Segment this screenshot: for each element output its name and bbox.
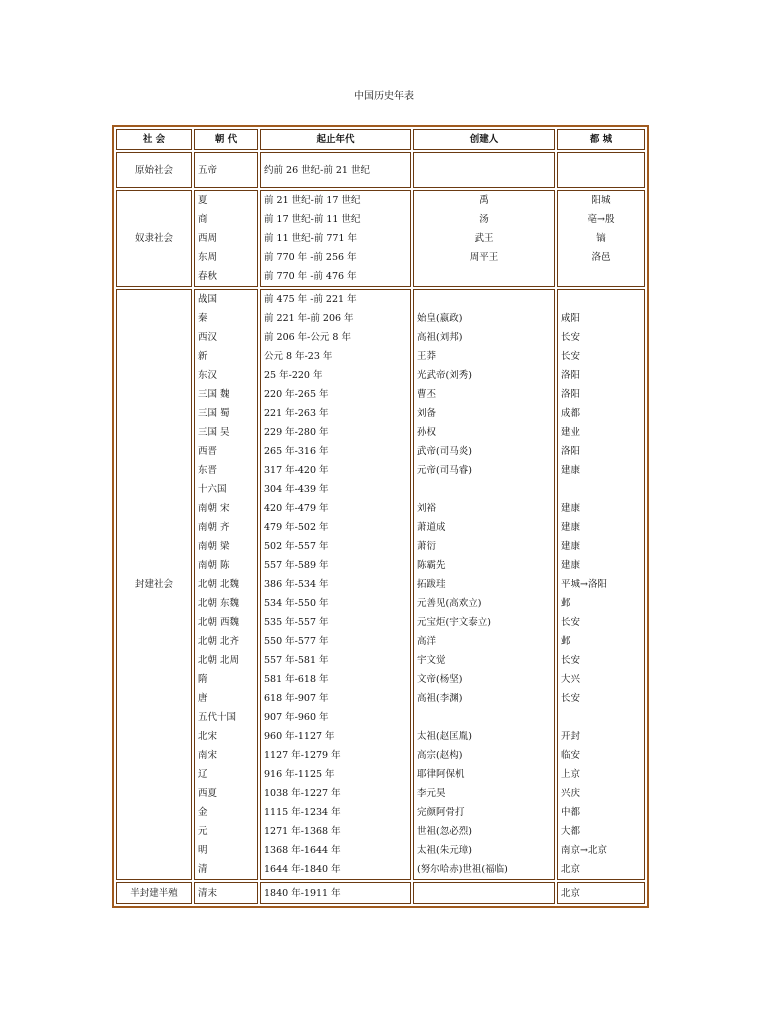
founder-text: 禹 [479, 195, 489, 206]
capital-text: 建康 [561, 560, 581, 571]
period-text: 550 年-577 年 [264, 636, 329, 647]
capital-text: 长安 [561, 617, 581, 628]
dynasty-text: 清末 [198, 887, 218, 899]
founder-text: 王莽 [417, 351, 437, 362]
capital-text: 中都 [561, 807, 581, 818]
capital-text: 上京 [561, 769, 581, 780]
founder-text: 李元昊 [417, 788, 446, 799]
founder-text: 萧衍 [417, 541, 437, 552]
period-text: 前 770 年 -前 256 年 [264, 252, 357, 263]
dynasty-text: 元 [198, 826, 208, 837]
founder-text: 太祖(朱元璋) [417, 845, 472, 856]
founder-text: 高宗(赵构) [417, 750, 463, 761]
capital-text: 长安 [561, 693, 581, 704]
capital-text [561, 290, 641, 309]
dynasty-text: 春秋 [198, 271, 218, 282]
period-text: 535 年-557 年 [264, 617, 329, 628]
founder-text: 高洋 [417, 636, 437, 647]
founder-text: 萧道成 [417, 522, 446, 533]
founder-text: 周平王 [469, 252, 499, 263]
capital-text: 平城→洛阳 [561, 579, 607, 590]
capital-text: 南京→北京 [561, 845, 607, 856]
founder-text: 孙权 [417, 427, 437, 438]
founder-text: 宇文觉 [417, 655, 446, 666]
founder-text: (努尔哈赤)世祖(福临) [417, 864, 508, 875]
period-text: 960 年-1127 年 [264, 731, 335, 742]
founder-text: 汤 [479, 214, 489, 225]
period-column-cell [260, 190, 411, 287]
period-text: 前 21 世纪-前 17 世纪 [264, 195, 361, 206]
founder-text: 耶律阿保机 [417, 769, 465, 780]
dynasty-text: 五帝 [198, 164, 218, 176]
period-text: 618 年-907 年 [264, 693, 329, 704]
period-text: 1038 年-1227 年 [264, 788, 341, 799]
society-group-row [116, 289, 645, 880]
founder-text: 文帝(杨坚) [417, 674, 463, 685]
period-text: 1644 年-1840 年 [264, 864, 341, 875]
capital-text: 建康 [561, 522, 581, 533]
capital-text: 邺 [561, 598, 571, 609]
dynasty-text: 三国 蜀 [198, 408, 230, 419]
dynasty-text: 东周 [198, 252, 218, 263]
dynasty-text: 秦 [198, 313, 208, 324]
capital-text [561, 480, 641, 499]
history-table [112, 125, 649, 908]
period-text: 前 770 年 -前 476 年 [264, 271, 357, 282]
period-text: 1115 年-1234 年 [264, 807, 341, 818]
dynasty-column-cell [194, 882, 258, 904]
period-text: 386 年-534 年 [264, 579, 329, 590]
capital-text: 兴庆 [561, 788, 581, 799]
capital-text: 洛阳 [561, 446, 581, 457]
period-text: 1840 年-1911 年 [264, 887, 341, 899]
dynasty-text: 南朝 齐 [198, 522, 230, 533]
document-title: 中国历史年表 [354, 91, 414, 102]
dynasty-text: 北朝 西魏 [198, 617, 240, 628]
founder-text: 曹丕 [417, 389, 437, 400]
society-cell: 半封建半殖 [116, 882, 192, 904]
dynasty-text: 南宋 [198, 750, 218, 761]
period-text: 221 年-263 年 [264, 408, 329, 419]
capital-text: 建康 [561, 503, 581, 514]
founder-text: 武帝(司马炎) [417, 446, 472, 457]
founder-text [417, 480, 551, 499]
period-text: 420 年-479 年 [264, 503, 329, 514]
dynasty-text: 南朝 宋 [198, 503, 230, 514]
period-text: 前 11 世纪-前 771 年 [264, 233, 358, 244]
society-group-row [116, 882, 645, 904]
period-column-cell [260, 289, 411, 880]
period-text: 479 年-502 年 [264, 522, 329, 533]
capital-text [561, 267, 641, 286]
founder-text [417, 708, 551, 727]
header-dynasty: 朝 代 [194, 129, 258, 150]
capital-text [561, 708, 641, 727]
capital-text: 大兴 [561, 674, 581, 685]
dynasty-text: 西晋 [198, 446, 218, 457]
capital-text: 北京 [561, 887, 581, 899]
period-text: 1271 年-1368 年 [264, 826, 341, 837]
dynasty-text: 北朝 北魏 [198, 579, 240, 590]
society-cell: 奴隶社会 [116, 190, 192, 287]
period-column-cell [260, 152, 411, 188]
period-text: 265 年-316 年 [264, 446, 329, 457]
period-text: 581 年-618 年 [264, 674, 329, 685]
capital-text: 咸阳 [561, 313, 581, 324]
dynasty-text: 北朝 东魏 [198, 598, 240, 609]
founder-text: 元善见(高欢立) [417, 598, 482, 609]
founder-text: 始皇(嬴政) [417, 313, 463, 324]
header-period: 起止年代 [260, 129, 411, 150]
founder-column-cell [413, 190, 555, 287]
dynasty-text: 西周 [198, 233, 218, 244]
dynasty-text: 东汉 [198, 370, 218, 381]
founder-text: 武王 [474, 233, 494, 244]
founder-text: 刘裕 [417, 503, 437, 514]
period-text: 公元 8 年-23 年 [264, 351, 333, 362]
capital-text: 亳→殷 [587, 214, 615, 225]
founder-text: 元宝炬(宇文泰立) [417, 617, 491, 628]
period-text: 907 年-960 年 [264, 712, 329, 723]
dynasty-text: 战国 [198, 294, 218, 305]
header-society: 社 会 [116, 129, 192, 150]
capital-column-cell [557, 190, 645, 287]
capital-text: 北京 [561, 864, 581, 875]
dynasty-text: 十六国 [198, 484, 227, 495]
dynasty-column-cell [194, 190, 258, 287]
society-cell: 原始社会 [116, 152, 192, 188]
period-text: 557 年-581 年 [264, 655, 329, 666]
dynasty-text: 南朝 梁 [198, 541, 230, 552]
header-founder: 创建人 [413, 129, 555, 150]
capital-text: 大都 [561, 826, 581, 837]
founder-text [417, 161, 551, 180]
period-text: 1127 年-1279 年 [264, 750, 341, 761]
founder-text: 完颜阿骨打 [417, 807, 465, 818]
founder-column-cell [413, 289, 555, 880]
capital-text: 长安 [561, 351, 581, 362]
period-text: 前 221 年-前 206 年 [264, 313, 354, 324]
capital-text: 临安 [561, 750, 581, 761]
founder-text: 刘备 [417, 408, 437, 419]
dynasty-text: 北朝 北齐 [198, 636, 240, 647]
table-body [116, 152, 645, 904]
capital-text: 长安 [561, 332, 581, 343]
founder-column-cell [413, 152, 555, 188]
founder-text: 高祖(李渊) [417, 693, 463, 704]
period-text: 1368 年-1644 年 [264, 845, 341, 856]
dynasty-text: 清 [198, 864, 208, 875]
capital-column-cell [557, 882, 645, 904]
period-text: 502 年-557 年 [264, 541, 329, 552]
period-text: 前 475 年 -前 221 年 [264, 294, 357, 305]
founder-text: 元帝(司马睿) [417, 465, 472, 476]
period-text: 25 年-220 年 [264, 370, 323, 381]
dynasty-text: 西夏 [198, 788, 218, 799]
period-text: 约前 26 世纪-前 21 世纪 [264, 164, 370, 176]
dynasty-text: 东晋 [198, 465, 218, 476]
table-header-row [116, 129, 645, 150]
dynasty-text: 夏 [198, 195, 208, 206]
society-group-row [116, 152, 645, 188]
founder-text [417, 267, 551, 286]
founder-text: 太祖(赵匡胤) [417, 731, 472, 742]
dynasty-column-cell [194, 289, 258, 880]
capital-text: 建业 [561, 427, 581, 438]
founder-text: 拓跋珪 [417, 579, 446, 590]
capital-text: 长安 [561, 655, 581, 666]
capital-text [561, 161, 641, 180]
period-column-cell [260, 882, 411, 904]
dynasty-text: 五代十国 [198, 712, 237, 723]
dynasty-text: 北朝 北周 [198, 655, 240, 666]
dynasty-text: 辽 [198, 769, 208, 780]
society-cell: 封建社会 [116, 289, 192, 880]
period-text: 220 年-265 年 [264, 389, 329, 400]
dynasty-text: 明 [198, 845, 208, 856]
capital-text: 建康 [561, 541, 581, 552]
capital-text: 阳城 [591, 195, 611, 206]
dynasty-text: 南朝 陈 [198, 560, 230, 571]
capital-text: 镐 [596, 233, 606, 244]
founder-text [417, 290, 551, 309]
dynasty-text: 隋 [198, 674, 208, 685]
dynasty-text: 新 [198, 351, 208, 362]
capital-text: 洛阳 [561, 370, 581, 381]
capital-text: 成都 [561, 408, 581, 419]
dynasty-text: 西汉 [198, 332, 218, 343]
capital-text: 洛邑 [591, 252, 611, 263]
founder-text: 光武帝(刘秀) [417, 370, 472, 381]
period-text: 前 17 世纪-前 11 世纪 [264, 214, 361, 225]
period-text: 317 年-420 年 [264, 465, 329, 476]
dynasty-column-cell [194, 152, 258, 188]
capital-text: 开封 [561, 731, 581, 742]
period-text: 916 年-1125 年 [264, 769, 335, 780]
founder-column-cell [413, 882, 555, 904]
capital-text: 建康 [561, 465, 581, 476]
dynasty-text: 商 [198, 214, 208, 225]
period-text: 229 年-280 年 [264, 427, 329, 438]
capital-text: 洛阳 [561, 389, 581, 400]
period-text: 304 年-439 年 [264, 484, 329, 495]
period-text: 534 年-550 年 [264, 598, 329, 609]
dynasty-text: 三国 吴 [198, 427, 230, 438]
dynasty-text: 金 [198, 807, 208, 818]
header-capital: 都 城 [557, 129, 645, 150]
founder-text [417, 884, 551, 903]
capital-column-cell [557, 289, 645, 880]
dynasty-text: 唐 [198, 693, 208, 704]
society-group-row [116, 190, 645, 287]
period-text: 557 年-589 年 [264, 560, 329, 571]
founder-text: 高祖(刘邦) [417, 332, 463, 343]
capital-text: 邺 [561, 636, 571, 647]
capital-column-cell [557, 152, 645, 188]
founder-text: 世祖(忽必烈) [417, 826, 472, 837]
dynasty-text: 三国 魏 [198, 389, 230, 400]
period-text: 前 206 年-公元 8 年 [264, 332, 351, 343]
founder-text: 陈霸先 [417, 560, 446, 571]
dynasty-text: 北宋 [198, 731, 218, 742]
